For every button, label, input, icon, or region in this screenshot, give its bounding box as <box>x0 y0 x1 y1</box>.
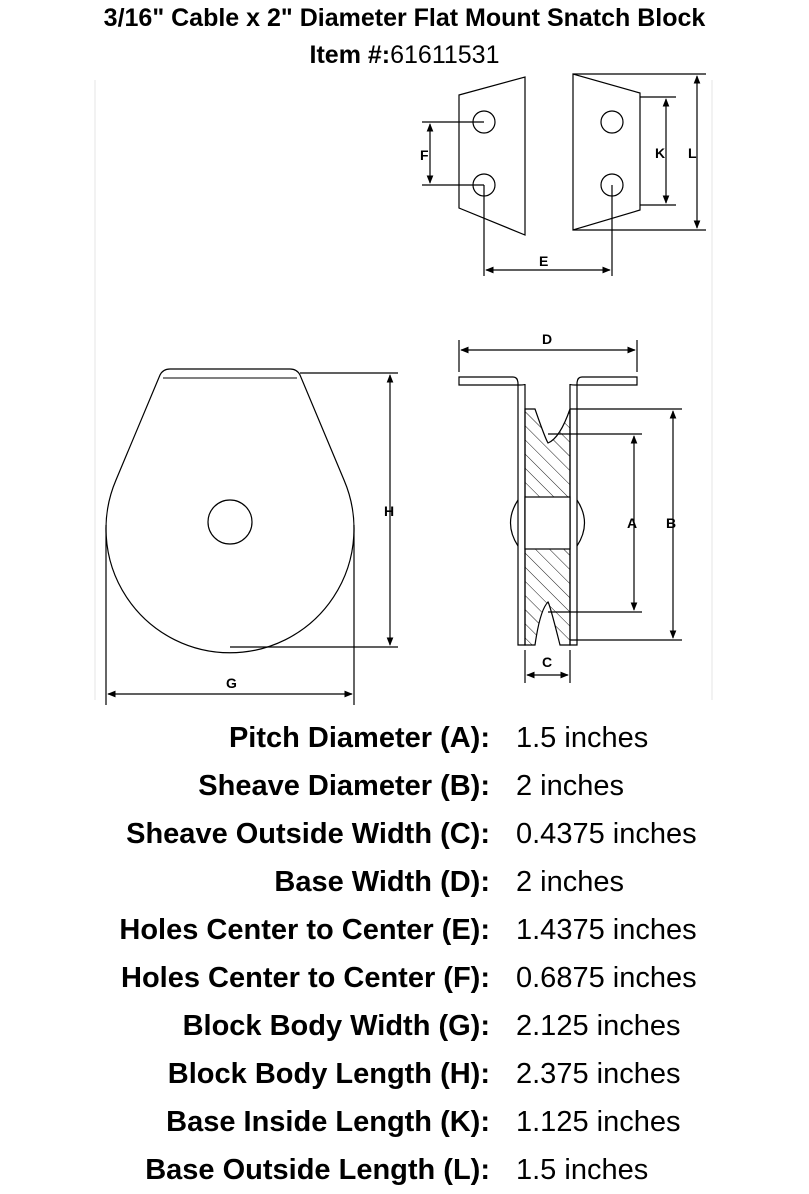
dimension-label-e: E <box>539 253 549 269</box>
spec-value: 1.4375 inches <box>516 914 697 946</box>
axle-bushing <box>525 497 570 549</box>
page-title: 3/16" Cable x 2" Diameter Flat Mount Snatch Block <box>103 4 706 32</box>
spec-row <box>0 1146 697 1194</box>
spec-row <box>0 1050 697 1098</box>
spec-label: Block Body Width (G): <box>182 1010 490 1042</box>
dimension-label-h: H <box>384 503 395 519</box>
spec-value: 0.6875 inches <box>516 962 697 994</box>
base-plate-left-outline <box>459 77 525 235</box>
dimension-label-b: B <box>666 515 677 531</box>
spec-row <box>0 858 697 906</box>
spec-label: Block Body Length (H): <box>167 1058 490 1090</box>
axle-cap-left <box>511 500 519 546</box>
dimension-label-g: G <box>226 675 237 691</box>
spec-label: Sheave Diameter (B): <box>198 770 490 802</box>
dimension-label-k: K <box>655 145 666 161</box>
base-flange-right <box>570 377 637 645</box>
spec-label: Base Outside Length (L): <box>145 1154 490 1186</box>
spec-row <box>0 762 697 810</box>
dimension-label-d: D <box>542 331 553 347</box>
spec-row <box>0 714 697 762</box>
sheave-side-view <box>459 377 637 645</box>
item-label: Item #: <box>309 41 391 69</box>
spec-row <box>0 1098 697 1146</box>
dimension-label-a: A <box>627 515 638 531</box>
base-flange-left <box>459 377 525 645</box>
dimension-label-c: C <box>542 654 553 670</box>
dimension-label-f: F <box>420 147 429 163</box>
spec-row <box>0 954 697 1002</box>
spec-table <box>0 714 697 1194</box>
spec-label: Holes Center to Center (F): <box>121 962 490 994</box>
spec-row <box>0 810 697 858</box>
spec-value: 2 inches <box>516 770 625 802</box>
spec-row <box>0 1002 697 1050</box>
spec-label: Sheave Outside Width (C): <box>126 818 490 850</box>
block-body-outline <box>106 369 354 653</box>
spec-value: 2 inches <box>516 866 625 898</box>
spec-label: Pitch Diameter (A): <box>228 722 490 754</box>
spec-value: 2.375 inches <box>516 1058 681 1090</box>
item-number: 61611531 <box>390 41 500 69</box>
base-plate-left-view <box>422 77 525 276</box>
spec-label: Holes Center to Center (E): <box>119 914 490 946</box>
base-plate-right-outline <box>573 74 640 230</box>
spec-value: 0.4375 inches <box>516 818 697 850</box>
spec-value: 2.125 inches <box>516 1010 681 1042</box>
spec-value: 1.5 inches <box>516 722 649 754</box>
dimension-label-l: L <box>688 145 697 161</box>
spec-label: Base Width (D): <box>274 866 490 898</box>
spec-row <box>0 906 697 954</box>
spec-value: 1.5 inches <box>516 1154 649 1186</box>
axle-cap-right <box>577 500 585 546</box>
block-body-front-view <box>106 369 398 705</box>
spec-label: Base Inside Length (K): <box>166 1106 490 1138</box>
spec-value: 1.125 inches <box>516 1106 681 1138</box>
